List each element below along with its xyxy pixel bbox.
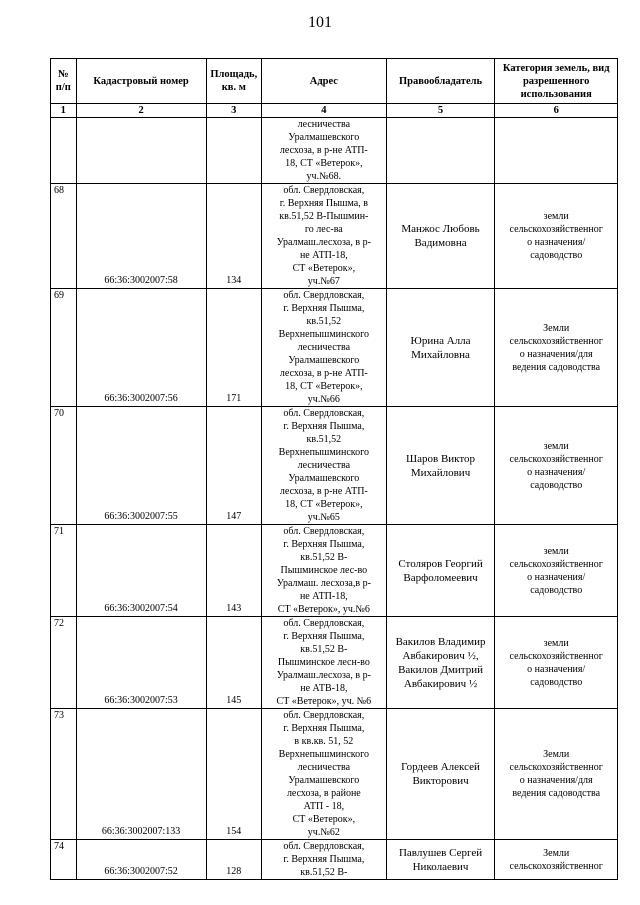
cadastral-number-cell: 66:36:3002007:56 <box>76 289 206 407</box>
cell-line: СТ «Ветерок», уч.№6 <box>277 604 370 615</box>
column-number: 3 <box>206 104 261 118</box>
cell-line: лесхоза, в р-не АТП- <box>279 368 368 379</box>
cell-line: г. Верхняя Пышма, в <box>279 198 368 209</box>
cell-line: г. Верхняя Пышма, <box>283 854 365 865</box>
cell-line: земли <box>543 545 569 557</box>
row-number-cell: 68 <box>51 184 77 289</box>
header-cadastral: Кадастровый номер <box>76 59 206 104</box>
owner-cell <box>386 118 495 184</box>
cell-line: Вадимовна <box>414 237 467 249</box>
cell-line: уч.№66 <box>307 394 340 405</box>
cadastral-number-cell: 66:36:3002007:53 <box>76 617 206 709</box>
address-cell <box>262 118 387 184</box>
row-number-cell: 73 <box>51 709 77 840</box>
cadastral-number-cell: 66:36:3002007:58 <box>76 184 206 289</box>
column-number-row <box>51 104 618 118</box>
cell-line: г. Верхняя Пышма, <box>283 303 365 314</box>
address-cell <box>262 407 387 525</box>
table-row <box>51 289 618 407</box>
cell-line: Николаевич <box>412 860 469 873</box>
owner-cell <box>386 709 495 840</box>
cell-line: Уралмашевского <box>288 473 360 484</box>
cell-line: Авбакирович ½ <box>403 677 478 690</box>
cell-line: кв.51,52 <box>306 316 342 327</box>
cell-line: Верхнепышминского <box>278 749 370 760</box>
cell-line: лесничества <box>297 119 351 130</box>
cell-line: г. Верхняя Пышма, <box>283 421 365 432</box>
cell-line: Пышминское лесн-во <box>277 657 370 668</box>
row-number-cell: 72 <box>51 617 77 709</box>
cell-line: земли <box>543 211 569 222</box>
column-number: 5 <box>386 104 495 118</box>
cell-line: Земли <box>543 847 570 859</box>
cell-line: в кв.кв. 51, 52 <box>294 736 354 747</box>
cell-line: о назначения/для <box>519 348 593 360</box>
cell-line: садоводство <box>530 584 583 596</box>
cell-line: кв.51,52 В- <box>300 552 348 563</box>
cell-line: о назначения/ <box>527 237 586 248</box>
cell-line: обл. Свердловская, <box>283 710 365 721</box>
cell-line: сельскохозяйственног <box>509 224 603 235</box>
cell-line: лесничества <box>297 460 351 471</box>
cell-line: кв.51,52 <box>306 434 342 445</box>
table-row <box>51 184 618 289</box>
cell-line: Юрина Алла <box>410 334 471 347</box>
cell-line: не АТП-18, <box>299 591 348 602</box>
cadastral-number-cell: 66:36:3002007:133 <box>76 709 206 840</box>
cell-line: Уралмаш.лесхоза, в р- <box>276 237 371 248</box>
cell-line: 18, СТ «Ветерок», <box>285 499 363 510</box>
cell-line: о назначения/ <box>527 663 586 675</box>
cell-line: Вакилов Владимир <box>395 635 486 648</box>
table-row <box>51 709 618 840</box>
cell-line: садоводство <box>530 676 583 688</box>
row-number-cell: 70 <box>51 407 77 525</box>
cell-line: г. Верхняя Пышма, <box>283 723 365 734</box>
cell-line: АТП - 18, <box>303 801 345 812</box>
cell-line: не АТВ-18, <box>300 683 348 694</box>
cell-line: о назначения/для <box>519 775 593 786</box>
address-cell <box>262 617 387 709</box>
owner-cell <box>386 840 495 880</box>
address-cell <box>262 709 387 840</box>
cell-line: обл. Свердловская, <box>283 408 365 419</box>
area-cell: 145 <box>206 617 261 709</box>
cell-line: лесхоза, в р-не АТП- <box>279 486 368 497</box>
cell-line: обл. Свердловская, <box>283 526 365 537</box>
cell-line: садоводство <box>530 250 583 261</box>
cell-line: лесничества <box>297 342 351 353</box>
owner-cell <box>386 289 495 407</box>
cell-line: ведения садоводства <box>512 361 601 373</box>
cell-line: сельскохозяйственног <box>509 453 603 465</box>
area-cell: 171 <box>206 289 261 407</box>
cell-line: ведения садоводства <box>512 788 601 799</box>
cell-line: Манжос Любовь <box>401 223 480 235</box>
cell-line: обл. Свердловская, <box>283 290 365 301</box>
category-cell <box>495 709 618 840</box>
cell-line: лесничества <box>297 762 351 773</box>
table-row <box>51 617 618 709</box>
cell-line: 18, СТ «Ветерок», <box>285 381 363 392</box>
cadastral-number-cell: 66:36:3002007:52 <box>76 840 206 880</box>
table-header-row <box>51 59 618 104</box>
cell-line: о назначения/ <box>527 466 586 478</box>
cell-line: лесхоза, в р-не АТП- <box>279 145 368 156</box>
column-number: 1 <box>51 104 77 118</box>
area-cell <box>206 118 261 184</box>
cell-line: сельскохозяйственног <box>509 558 603 570</box>
table-row <box>51 407 618 525</box>
row-number-cell: 69 <box>51 289 77 407</box>
category-cell <box>495 407 618 525</box>
cell-line: Викторович <box>412 775 469 787</box>
cell-line: Михайловна <box>411 348 470 361</box>
cell-line: обл. Свердловская, <box>283 618 365 629</box>
cell-line: Земли <box>543 322 570 334</box>
area-cell: 128 <box>206 840 261 880</box>
cell-line: Уралмашевского <box>288 132 360 143</box>
cell-line: Варфоломеевич <box>403 571 478 584</box>
area-cell: 154 <box>206 709 261 840</box>
category-cell <box>495 617 618 709</box>
page-number: 101 <box>308 14 332 31</box>
land-plots-table <box>50 58 618 880</box>
cell-line: Пышминское лес-во <box>280 565 368 576</box>
category-cell <box>495 184 618 289</box>
cell-line: Гордеев Алексей <box>401 761 480 773</box>
address-cell <box>262 525 387 617</box>
header-area: Площадь, кв. м <box>206 59 261 104</box>
cell-line: земли <box>543 440 569 452</box>
cell-line: земли <box>543 637 569 649</box>
header-number: № п/п <box>51 59 77 104</box>
cell-line: кв.51,52 В- <box>300 867 348 878</box>
table-body <box>51 118 618 880</box>
cell-line: Авбакирович ½, <box>402 649 479 662</box>
row-number-cell: 74 <box>51 840 77 880</box>
cell-line: го лес-ва <box>304 224 343 235</box>
column-number: 2 <box>76 104 206 118</box>
cell-line: Вакилов Дмитрий <box>398 663 484 676</box>
cell-line: Уралмашевского <box>288 775 360 786</box>
table-row <box>51 840 618 880</box>
cell-line: кв.51,52 В-Пышмин- <box>279 211 369 222</box>
cell-line: лесхоза, в районе <box>286 788 361 799</box>
category-cell <box>495 840 618 880</box>
cell-line: Шаров Виктор <box>406 452 476 465</box>
table-row <box>51 118 618 184</box>
cell-line: уч.№62 <box>307 827 340 838</box>
cadastral-number-cell: 66:36:3002007:54 <box>76 525 206 617</box>
cell-line: сельскохозяйственног <box>509 860 603 872</box>
owner-cell <box>386 525 495 617</box>
category-cell <box>495 525 618 617</box>
cell-line: Столяров Георгий <box>398 557 483 570</box>
cell-line: Верхнепышминского <box>278 329 370 340</box>
cell-line: садоводство <box>530 479 583 491</box>
address-cell <box>262 184 387 289</box>
cadastral-number-cell <box>76 118 206 184</box>
owner-cell <box>386 407 495 525</box>
address-cell <box>262 289 387 407</box>
cell-line: г. Верхняя Пышма, <box>283 631 365 642</box>
cell-line: СТ «Ветерок», <box>292 814 356 825</box>
cell-line: Павлушев Сергей <box>398 846 483 859</box>
row-number-cell <box>51 118 77 184</box>
cell-line: кв.51,52 В- <box>300 644 348 655</box>
cell-line: сельскохозяйственног <box>509 335 603 347</box>
cell-line: Уралмаш.лесхоза, в р- <box>276 670 371 681</box>
cell-line: уч.№68. <box>306 171 342 182</box>
cell-line: обл. Свердловская, <box>283 185 365 196</box>
area-cell: 147 <box>206 407 261 525</box>
header-owner: Правообладатель <box>386 59 495 104</box>
cell-line: уч.№67 <box>307 276 340 287</box>
table-row <box>51 525 618 617</box>
cell-line: г. Верхняя Пышма, <box>283 539 365 550</box>
cell-line: уч.№65 <box>307 512 340 523</box>
cell-line: о назначения/ <box>527 571 586 583</box>
header-category: Категория земель, вид разрешенного использования <box>495 59 618 104</box>
cell-line: СТ «Ветерок», уч. №6 <box>276 696 372 707</box>
cell-line: не АТП-18, <box>299 250 348 261</box>
area-cell: 143 <box>206 525 261 617</box>
cell-line: Уралмаш. лесхоза,в р- <box>276 578 371 589</box>
area-cell: 134 <box>206 184 261 289</box>
address-cell <box>262 840 387 880</box>
cell-line: сельскохозяйственног <box>509 762 603 773</box>
cell-line: сельскохозяйственног <box>509 650 603 662</box>
category-cell <box>495 289 618 407</box>
owner-cell <box>386 184 495 289</box>
cell-line: Михайлович <box>410 466 471 479</box>
header-address: Адрес <box>262 59 387 104</box>
cell-line: обл. Свердловская, <box>283 841 365 852</box>
category-cell <box>495 118 618 184</box>
cell-line: Уралмашевского <box>288 355 360 366</box>
column-number: 6 <box>495 104 618 118</box>
cell-line: 18, СТ «Ветерок», <box>285 158 363 169</box>
row-number-cell: 71 <box>51 525 77 617</box>
column-number: 4 <box>262 104 387 118</box>
cadastral-number-cell: 66:36:3002007:55 <box>76 407 206 525</box>
cell-line: Земли <box>543 749 570 760</box>
cell-line: Верхнепышминского <box>278 447 370 458</box>
cell-line: СТ «Ветерок», <box>292 263 356 274</box>
owner-cell <box>386 617 495 709</box>
